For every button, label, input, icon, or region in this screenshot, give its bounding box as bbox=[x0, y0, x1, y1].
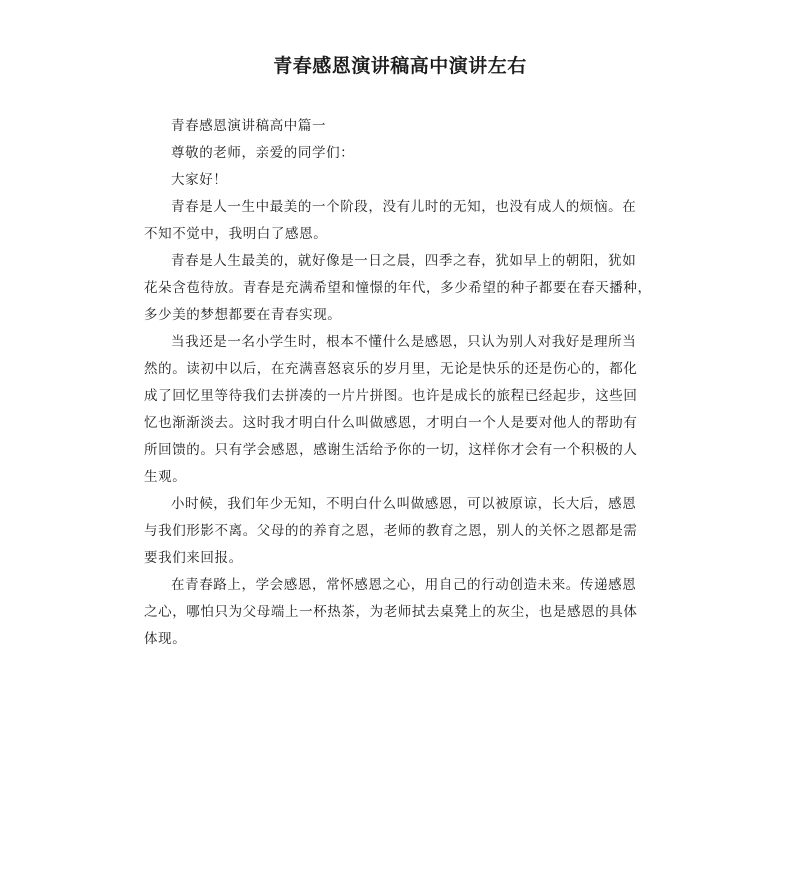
text-line: 青春是人生最美的，就好像是一日之晨，四季之春，犹如早上的朝阳，犹如 bbox=[171, 253, 637, 269]
text-line: 体现。 bbox=[144, 631, 187, 647]
text-line: 多少美的梦想都要在青春实现。 bbox=[144, 307, 342, 323]
text-line: 不知不觉中，我明白了感恩。 bbox=[144, 226, 328, 242]
text-line: 大家好！ bbox=[171, 172, 228, 188]
paragraph bbox=[144, 329, 658, 491]
text-line: 要我们来回报。 bbox=[144, 550, 243, 566]
text-line: 青春感恩演讲稿高中篇一 bbox=[171, 118, 327, 134]
text-line: 当我还是一名小学生时，根本不懂什么是感恩，只认为别人对我好是理所当 bbox=[171, 334, 637, 350]
text-line: 生观。 bbox=[144, 469, 187, 485]
text-line: 成了回忆里等待我们去拼凑的一片片拼图。也许是成长的旅程已经起步，这些回 bbox=[144, 388, 638, 404]
text-line: 之心，哪怕只为父母端上一杯热茶，为老师拭去桌凳上的灰尘，也是感恩的具体 bbox=[144, 604, 638, 620]
section-heading bbox=[144, 113, 658, 140]
text-line: 小时候，我们年少无知，不明白什么叫做感恩，可以被原谅，长大后，感恩 bbox=[171, 496, 637, 512]
text-line: 花朵含苞待放。青春是充满希望和憧憬的年代，多少希望的种子都要在春天播种， bbox=[144, 280, 652, 296]
document-title: 青春感恩演讲稿高中演讲左右 bbox=[273, 55, 527, 77]
paragraph bbox=[144, 248, 658, 329]
salutation bbox=[144, 140, 658, 167]
text-line: 尊敬的老师，亲爱的同学们： bbox=[171, 145, 355, 161]
text-line: 在青春路上，学会感恩，常怀感恩之心，用自己的行动创造未来。传递感恩 bbox=[171, 577, 637, 593]
text-line: 然的。读初中以后，在充满喜怒哀乐的岁月里，无论是快乐的还是伤心的，都化 bbox=[144, 361, 638, 377]
document-body bbox=[144, 113, 658, 653]
text-line: 忆也渐渐淡去。这时我才明白什么叫做感恩，才明白一个人是要对他人的帮助有 bbox=[144, 415, 638, 431]
text-line: 青春是人一生中最美的一个阶段，没有儿时的无知，也没有成人的烦恼。在 bbox=[171, 199, 637, 215]
text-line: 所回馈的。只有学会感恩，感谢生活给予你的一切，这样你才会有一个积极的人 bbox=[144, 442, 638, 458]
text-line: 与我们形影不离。父母的的养育之恩，老师的教育之恩，别人的关怀之恩都是需 bbox=[144, 523, 638, 539]
paragraph bbox=[144, 491, 658, 572]
paragraph bbox=[144, 572, 658, 653]
greeting bbox=[144, 167, 658, 194]
paragraph bbox=[144, 194, 658, 248]
